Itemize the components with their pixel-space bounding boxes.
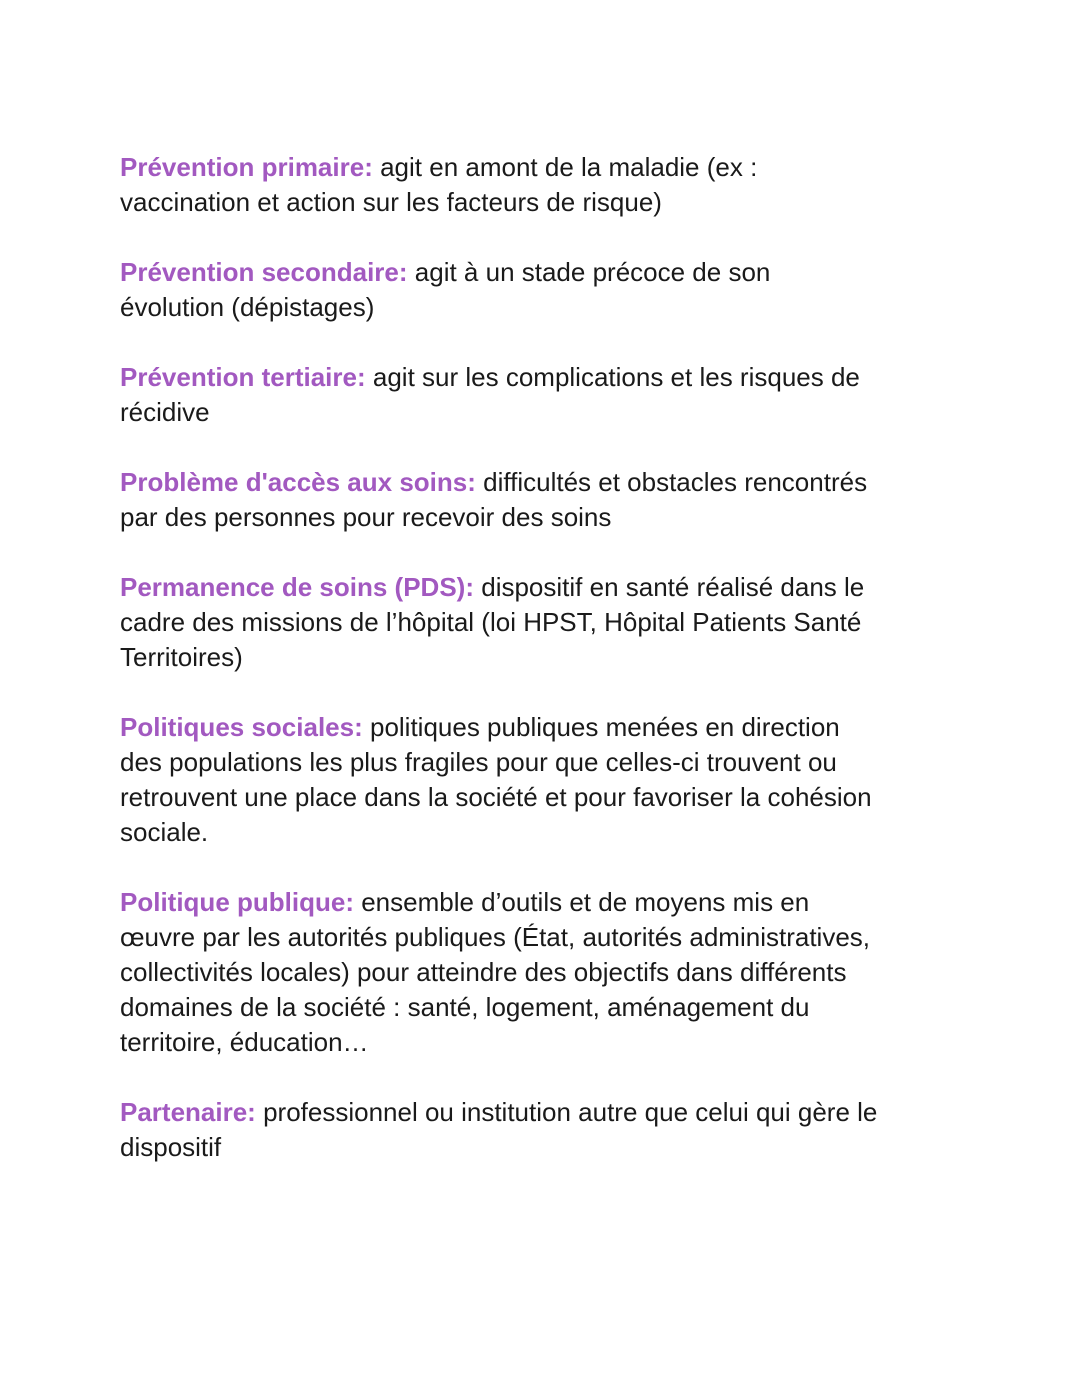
glossary-page xyxy=(120,150,880,1200)
glossary-definition: agit à un stade précoce de son évolution (dépistages) xyxy=(120,257,771,322)
glossary-term: Problème d'accès aux soins: xyxy=(120,467,476,497)
glossary-entry-prevention-secondaire xyxy=(120,255,880,325)
glossary-term: Politiques sociales: xyxy=(120,712,363,742)
glossary-term: Politique publique: xyxy=(120,887,354,917)
glossary-definition: agit en amont de la maladie (ex : vaccination et action sur les facteurs de risque) xyxy=(120,152,758,217)
glossary-term: Permanence de soins (PDS): xyxy=(120,572,474,602)
glossary-definition: professionnel ou institution autre que celui qui gère le dispositif xyxy=(120,1097,878,1162)
glossary-entry-acces-aux-soins xyxy=(120,465,880,535)
glossary-entry-prevention-primaire xyxy=(120,150,880,220)
glossary-term: Prévention tertiaire: xyxy=(120,362,366,392)
glossary-term: Prévention secondaire: xyxy=(120,257,408,287)
glossary-definition: dispositif en santé réalisé dans le cadre des missions de l’hôpital (loi HPST, Hôpital Patients Santé Territoires) xyxy=(120,572,865,672)
glossary-entry-politiques-sociales xyxy=(120,710,880,850)
glossary-definition: agit sur les complications et les risques de récidive xyxy=(120,362,860,427)
glossary-term: Partenaire: xyxy=(120,1097,256,1127)
glossary-definition: difficultés et obstacles rencontrés par des personnes pour recevoir des soins xyxy=(120,467,868,532)
glossary-definition: politiques publiques menées en direction des populations les plus fragiles pour que celles-ci trouvent ou retrouvent une place dans la société et pour favoriser la cohésion sociale. xyxy=(120,712,872,847)
glossary-entry-partenaire xyxy=(120,1095,880,1165)
glossary-definition: ensemble d’outils et de moyens mis en œuvre par les autorités publiques (État, autorités administratives, collectivités locales) pour atteindre des objectifs dans différents domaines de la société : santé, logement, aménagement du territoire, éducation… xyxy=(120,887,871,1057)
glossary-term: Prévention primaire: xyxy=(120,152,373,182)
glossary-entry-prevention-tertiaire xyxy=(120,360,880,430)
glossary-entry-politique-publique xyxy=(120,885,880,1060)
glossary-entry-permanence-de-soins xyxy=(120,570,880,675)
